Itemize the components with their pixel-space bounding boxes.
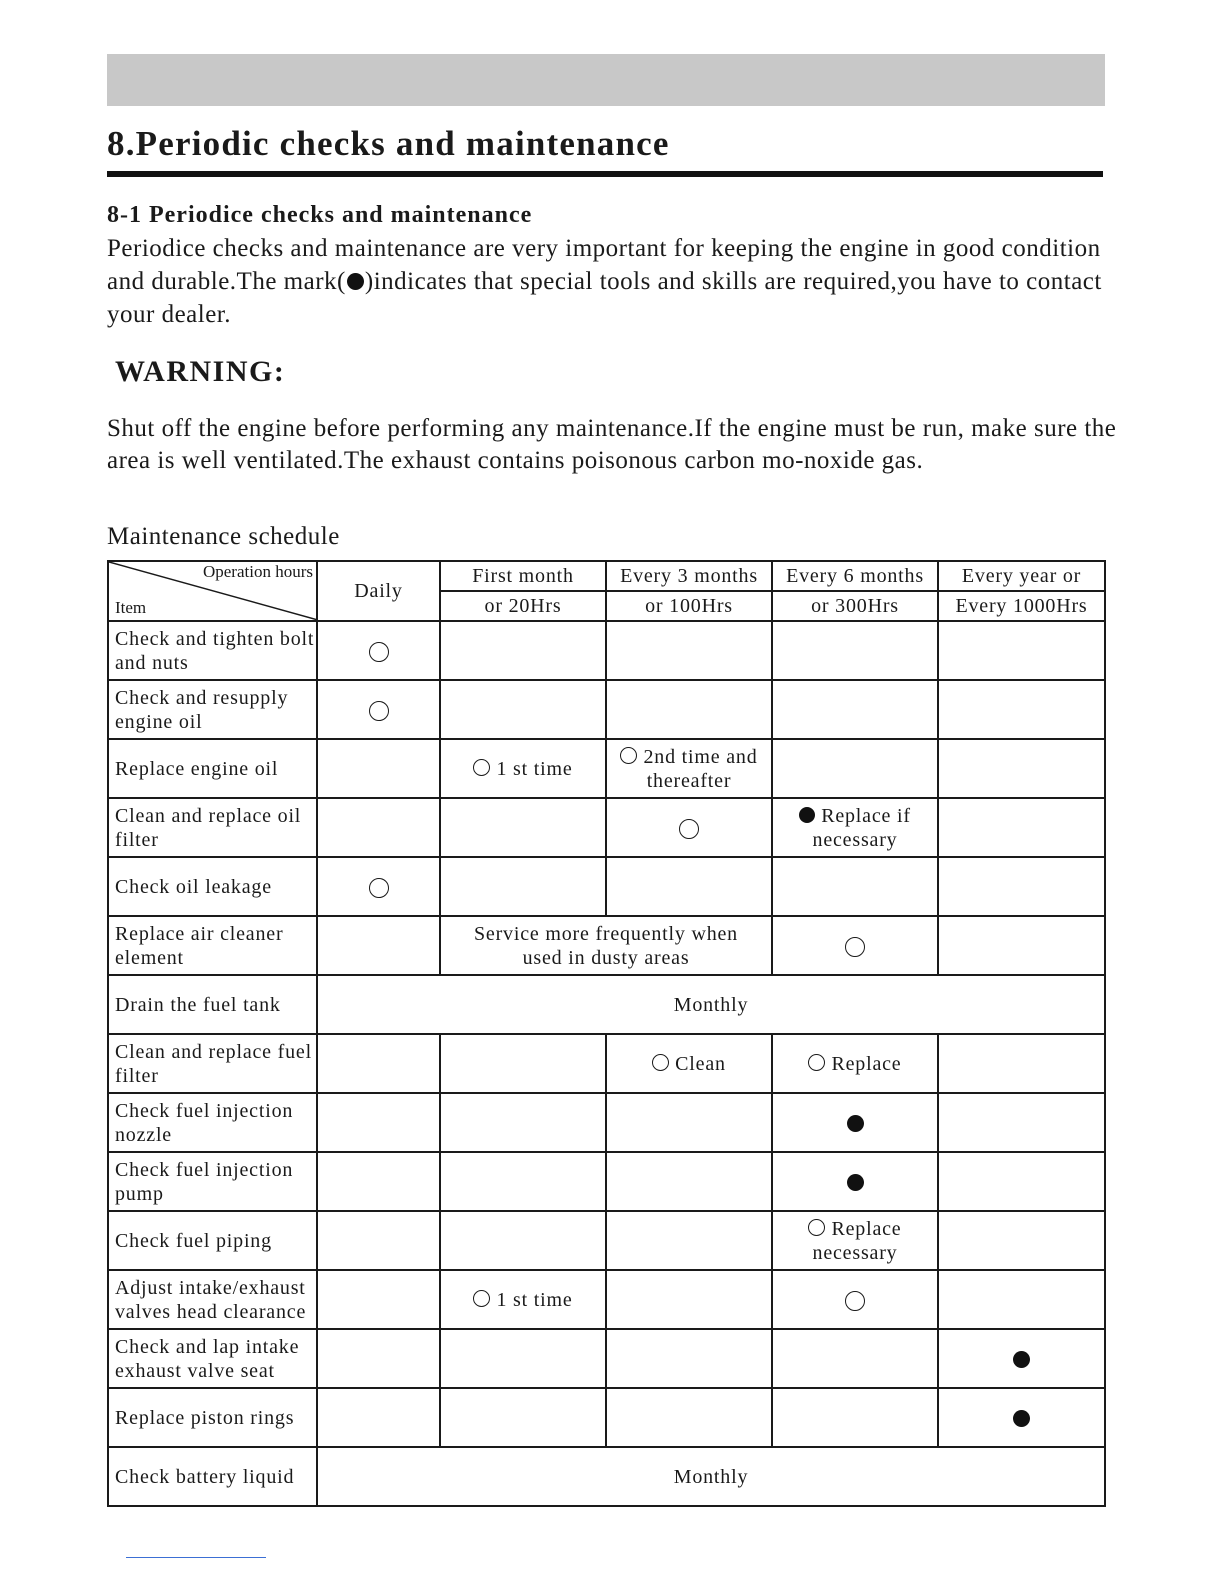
cell-note: 2nd time and bbox=[643, 745, 758, 768]
item-label: Check and resupply engine oil bbox=[108, 680, 317, 739]
table-row bbox=[108, 916, 1105, 975]
warning-text: Shut off the engine before performing any maintenance.If the engine must be run, make sure the area is well ventilated.The exhaust contains poisonous carbon mo-noxide gas. bbox=[107, 415, 1117, 474]
six-months-cell bbox=[772, 916, 938, 975]
item-label: Check oil leakage bbox=[108, 857, 317, 916]
monthly-cell: Monthly bbox=[317, 1447, 1105, 1506]
table-row bbox=[108, 1152, 1105, 1211]
service-note-cell bbox=[440, 916, 772, 975]
cell-note: 1 st time bbox=[496, 1288, 573, 1311]
header-every-year: Every year or bbox=[938, 561, 1105, 591]
header-operation-hours: Operation hours bbox=[202, 562, 313, 581]
every-year-cell bbox=[938, 1329, 1105, 1388]
cell-note: thereafter bbox=[646, 769, 732, 792]
item-label: Replace piston rings bbox=[108, 1388, 317, 1447]
header-every-3-months: Every 3 months bbox=[606, 561, 772, 591]
monthly-cell: Monthly bbox=[317, 975, 1105, 1034]
six-months-cell bbox=[772, 1093, 938, 1152]
cell-note: Replace if bbox=[821, 804, 911, 827]
first-month-cell bbox=[440, 739, 606, 798]
six-months-cell bbox=[772, 1034, 938, 1093]
item-label: Replace engine oil bbox=[108, 739, 317, 798]
filled-circle-icon bbox=[847, 1115, 864, 1132]
item-label: Check and tighten bolt and nuts bbox=[108, 621, 317, 680]
table-row bbox=[108, 621, 1105, 680]
daily-cell bbox=[317, 857, 440, 916]
table-row bbox=[108, 680, 1105, 739]
six-months-cell bbox=[772, 1211, 938, 1270]
cell-note: Service more frequently when bbox=[474, 922, 738, 945]
cell-note: Clean bbox=[675, 1052, 726, 1075]
open-circle-icon bbox=[808, 1219, 825, 1236]
table-row bbox=[108, 1447, 1105, 1506]
section-title: 8.Periodic checks and maintenance bbox=[107, 124, 670, 163]
open-circle-icon bbox=[808, 1054, 825, 1071]
subsection-title: 8-1 Periodice checks and maintenance bbox=[107, 202, 533, 228]
header-every-6-months-hours: or 300Hrs bbox=[772, 591, 938, 621]
header-first-month-hours: or 20Hrs bbox=[440, 591, 606, 621]
daily-cell bbox=[317, 680, 440, 739]
intro-text-before-mark: Periodice checks and maintenance are very important for keeping the engine in good condition and durable.The mark( bbox=[107, 235, 1101, 295]
open-circle-icon bbox=[845, 937, 865, 957]
intro-paragraph bbox=[107, 232, 1117, 331]
header-bar bbox=[107, 54, 1105, 106]
three-months-cell bbox=[606, 1034, 772, 1093]
header-daily: Daily bbox=[317, 561, 440, 621]
item-label: Replace air cleaner element bbox=[108, 916, 317, 975]
open-circle-icon bbox=[369, 878, 389, 898]
cell-note: necessary bbox=[812, 1241, 898, 1264]
maintenance-schedule-table bbox=[107, 560, 1106, 1507]
header-every-6-months: Every 6 months bbox=[772, 561, 938, 591]
header-item: Item bbox=[115, 598, 147, 617]
open-circle-icon bbox=[369, 701, 389, 721]
cell-note: necessary bbox=[812, 828, 898, 851]
item-label: Adjust intake/exhaust valves head clearance bbox=[108, 1270, 317, 1329]
table-row bbox=[108, 1388, 1105, 1447]
table-row bbox=[108, 1034, 1105, 1093]
header-first-month: First month bbox=[440, 561, 606, 591]
table-row bbox=[108, 975, 1105, 1034]
every-year-cell bbox=[938, 1388, 1105, 1447]
open-circle-icon bbox=[845, 1291, 865, 1311]
three-months-cell bbox=[606, 739, 772, 798]
item-label: Check and lap intake exhaust valve seat bbox=[108, 1329, 317, 1388]
filled-circle-icon bbox=[847, 1174, 864, 1191]
table-row bbox=[108, 1211, 1105, 1270]
table-row bbox=[108, 857, 1105, 916]
filled-circle-icon bbox=[799, 807, 815, 823]
item-label: Clean and replace oil filter bbox=[108, 798, 317, 857]
item-label: Check fuel injection nozzle bbox=[108, 1093, 317, 1152]
open-circle-icon bbox=[473, 759, 490, 776]
six-months-cell bbox=[772, 1152, 938, 1211]
footer-line bbox=[126, 1557, 266, 1558]
table-row bbox=[108, 1093, 1105, 1152]
header-corner-cell bbox=[108, 561, 317, 621]
six-months-cell bbox=[772, 1270, 938, 1329]
open-circle-icon bbox=[652, 1054, 669, 1071]
first-month-cell bbox=[440, 1270, 606, 1329]
table-row bbox=[108, 1270, 1105, 1329]
table-row bbox=[108, 739, 1105, 798]
table-row bbox=[108, 798, 1105, 857]
header-every-3-months-hours: or 100Hrs bbox=[606, 591, 772, 621]
cell-note: Replace bbox=[831, 1217, 902, 1240]
cell-note: Replace bbox=[831, 1052, 902, 1075]
intro-text-after-mark: )indicates that special tools and skills are required,you have to contact your dealer. bbox=[107, 268, 1102, 328]
daily-cell bbox=[317, 621, 440, 680]
open-circle-icon bbox=[473, 1290, 490, 1307]
six-months-cell bbox=[772, 798, 938, 857]
three-months-cell bbox=[606, 798, 772, 857]
special-tools-mark-icon bbox=[347, 273, 364, 290]
cell-note: 1 st time bbox=[496, 757, 573, 780]
schedule-caption: Maintenance schedule bbox=[107, 523, 340, 550]
item-label: Check fuel piping bbox=[108, 1211, 317, 1270]
filled-circle-icon bbox=[1013, 1351, 1030, 1368]
open-circle-icon bbox=[369, 642, 389, 662]
warning-title: WARNING: bbox=[115, 355, 286, 388]
table-header-row bbox=[108, 561, 1105, 591]
item-label: Check battery liquid bbox=[108, 1447, 317, 1506]
open-circle-icon bbox=[679, 819, 699, 839]
open-circle-icon bbox=[620, 747, 637, 764]
item-label: Clean and replace fuel filter bbox=[108, 1034, 317, 1093]
item-label: Drain the fuel tank bbox=[108, 975, 317, 1034]
header-every-year-hours: Every 1000Hrs bbox=[938, 591, 1105, 621]
cell-note: used in dusty areas bbox=[522, 946, 690, 969]
title-rule bbox=[107, 171, 1103, 177]
table-row bbox=[108, 1329, 1105, 1388]
item-label: Check fuel injection pump bbox=[108, 1152, 317, 1211]
filled-circle-icon bbox=[1013, 1410, 1030, 1427]
